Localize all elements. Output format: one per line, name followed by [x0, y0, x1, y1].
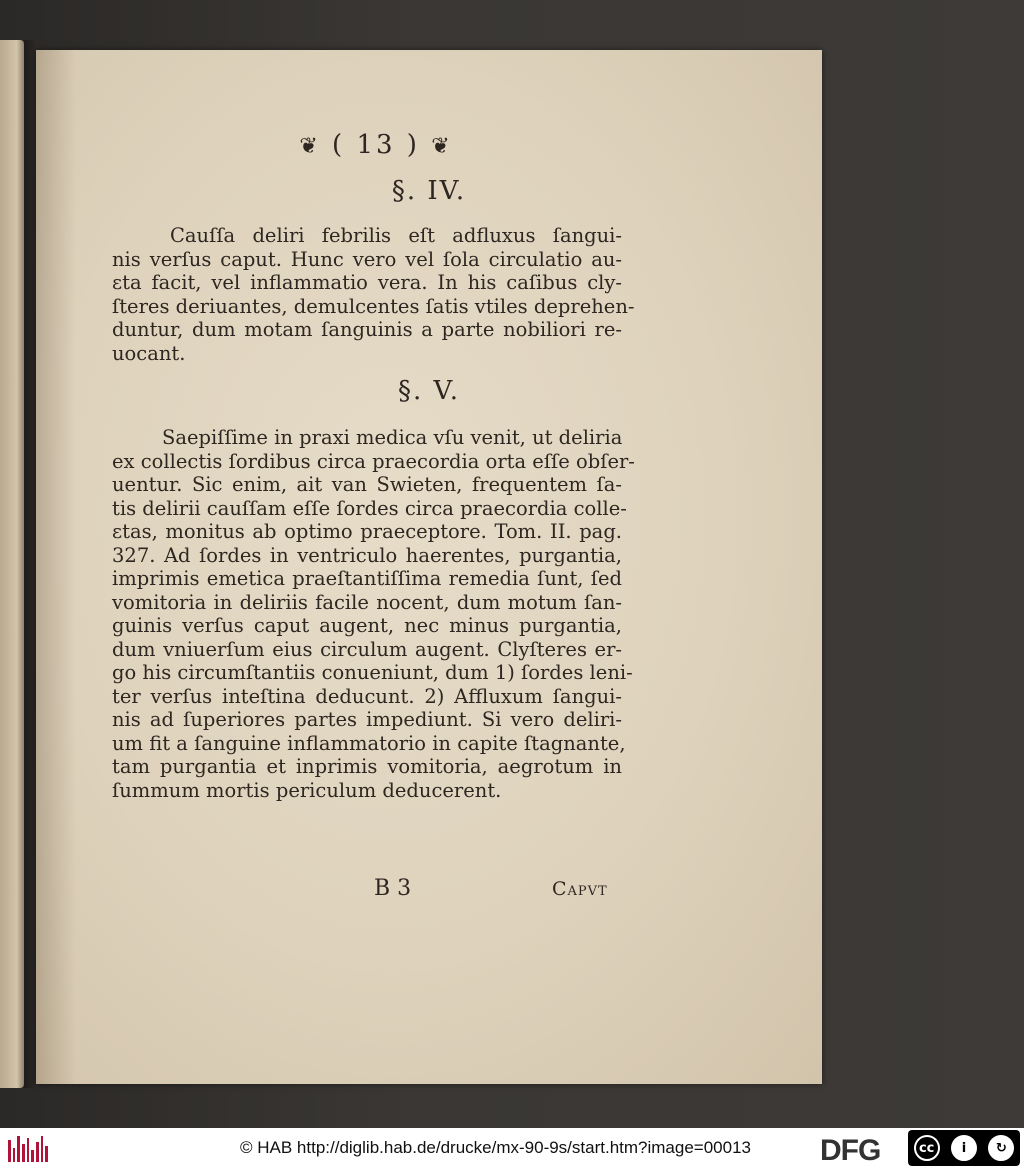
text-line: um fit a ſanguine inflammatorio in capite ſtagnante, — [112, 731, 626, 755]
text-line: tis delirii cauſſam eſſe ſordes circa praecordia colle- — [112, 496, 627, 520]
text-line: ter verſus inteſtina deducunt. 2) Affluxum ſangui- — [112, 684, 622, 708]
text-line: nis verſus caput. Hunc vero vel ſola circulatio au- — [112, 247, 622, 271]
text-line: ſteres deriuantes, demulcentes ſatis vtiles deprehen- — [112, 294, 635, 318]
fleuron-ornament-left: ❦ — [299, 134, 321, 159]
text-line: Saepiſſime in praxi medica vſu venit, ut deliria — [162, 426, 623, 449]
text-line: vomitoria in deliriis facile nocent, dum motum ſan- — [112, 590, 622, 614]
section-iv-title: §. IV. — [391, 176, 467, 206]
section-iv-text — [112, 224, 635, 365]
text-line: Cauſſa deliri febrilis eſt adfluxus ſangui- — [170, 224, 622, 247]
text-line: go his circumſtantiis conueniunt, dum 1) ſordes leni- — [112, 661, 633, 684]
section-v-title: §. V. — [397, 376, 461, 406]
cc-license-badge[interactable] — [908, 1130, 1020, 1166]
cc-icon: cc — [914, 1135, 940, 1161]
text-line: ſummum mortis periculum deducerent. — [112, 778, 502, 802]
page-number: ( 13 ) — [332, 130, 420, 160]
book-page — [36, 50, 822, 1084]
text-line: uentur. Sic enim, ait van Swieten, frequentem ſa- — [112, 473, 622, 496]
by-icon: i — [951, 1135, 977, 1161]
sa-icon: ↻ — [988, 1135, 1014, 1161]
catchword: Capvt — [552, 878, 608, 900]
text-line: imprimis emetica praeſtantiſſima remedia ſunt, ſed — [112, 567, 622, 590]
text-line: duntur, dum motam ſanguinis a parte nobiliori re- — [112, 318, 622, 341]
text-line: guinis verſus caput augent, nec minus purgantia, — [112, 614, 622, 637]
text-line: 327. Ad ſordes in ventriculo haerentes, purgantia, — [112, 543, 622, 567]
text-line: uocant. — [112, 341, 186, 365]
running-head — [276, 130, 476, 160]
viewer-footer — [0, 1128, 1024, 1169]
text-line: dum vniuerſum eius circulum augent. Clyſteres er- — [112, 637, 622, 661]
text-line: ex collectis ſordibus circa praecordia orta eſſe obſer- — [112, 449, 635, 473]
copyright-link[interactable]: © HAB http://diglib.hab.de/drucke/mx-90-9s/start.htm?image=00013 — [240, 1138, 751, 1157]
previous-page-edge — [0, 40, 24, 1088]
fleuron-ornament-right: ❦ — [431, 134, 453, 159]
text-line: nis ad ſuperiores partes impediunt. Si vero deliri- — [112, 708, 622, 731]
hab-logo-icon — [8, 1134, 48, 1162]
signature-mark: B 3 — [374, 876, 412, 901]
text-line: ɛtas, monitus ab optimo praeceptore. Tom. II. pag. — [112, 520, 622, 543]
text-line: tam purgantia et inprimis vomitoria, aegrotum in — [112, 755, 622, 778]
text-line: ɛta facit, vel inflammatio vera. In his caſibus cly- — [112, 271, 622, 294]
dfg-logo: DFG — [820, 1134, 881, 1167]
section-v-text — [112, 426, 635, 802]
